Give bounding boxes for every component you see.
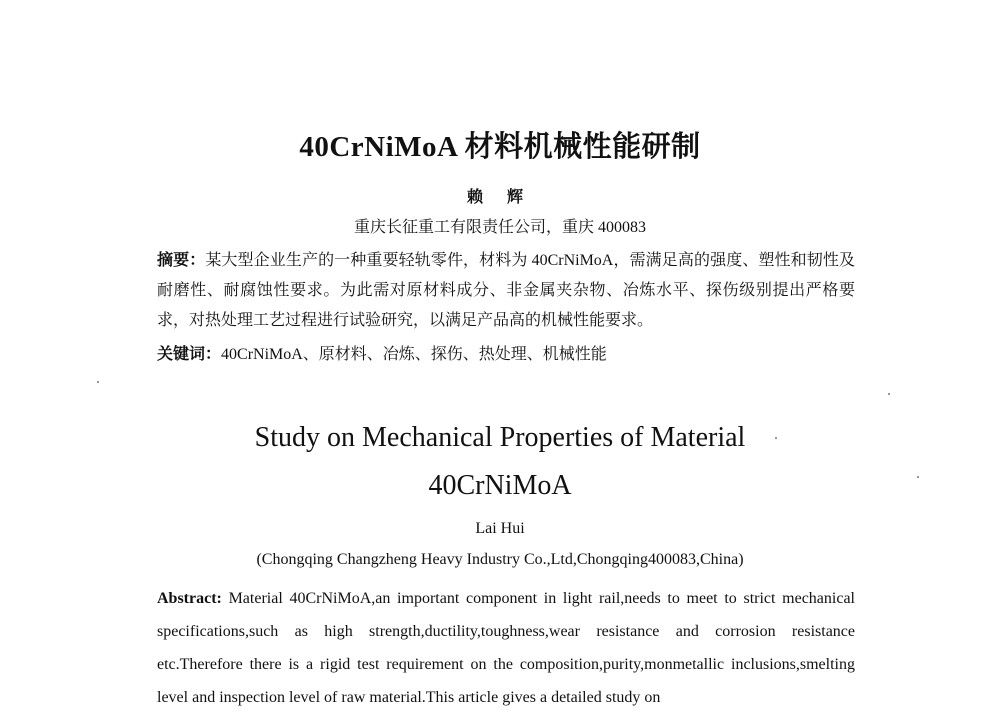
english-title-line-2: 40CrNiMoA <box>428 470 572 501</box>
scan-speck <box>888 393 890 395</box>
scan-speck <box>97 381 99 383</box>
chinese-keywords-text: 40CrNiMoA、原材料、冶炼、探伤、热处理、机械性能 <box>221 346 607 363</box>
chinese-abstract-text: 某大型企业生产的一种重要轻轨零件，材料为 40CrNiMoA，需满足高的强度、塑性和韧性及耐磨性、耐腐蚀性要求。为此需对原材料成分、非金属夹杂物、冶炼水平、探伤级别提出严格要求，对热处理工艺过程进行试验研究，以满足产品高的机械性能要求。 <box>157 252 855 329</box>
chinese-keywords-label: 关键词： <box>157 346 222 363</box>
english-title-line-1: Study on Mechanical Properties of Material <box>254 422 746 453</box>
english-abstract <box>157 582 855 714</box>
chinese-affiliation: 重庆长征重工有限责任公司，重庆 400083 <box>353 219 646 236</box>
chinese-abstract <box>157 246 855 336</box>
english-abstract-label: Abstract: <box>157 590 222 607</box>
english-author: Lai Hui <box>475 520 525 537</box>
english-abstract-text: Material 40CrNiMoA,an important component in light rail,needs to meet to strict mechanical specifications,such as high strength,ductility,toughness,wear resistance and corrosion resistance etc.Therefore there is a rigid test requirement on the composition,purity,monmetallic inclusions,smelting level and inspection level of raw material.This article gives a detailed study on <box>157 590 856 706</box>
scan-speck <box>775 437 777 439</box>
english-title <box>0 414 1000 510</box>
chinese-title: 40CrNiMoA 材料机械性能研制 <box>299 131 701 163</box>
chinese-keywords <box>157 340 855 370</box>
chinese-abstract-label: 摘要： <box>157 252 206 269</box>
english-affiliation: (Chongqing Changzheng Heavy Industry Co.,Ltd,Chongqing400083,China) <box>256 551 744 568</box>
chinese-author: 赖 辉 <box>466 189 533 206</box>
scan-speck <box>917 476 919 478</box>
